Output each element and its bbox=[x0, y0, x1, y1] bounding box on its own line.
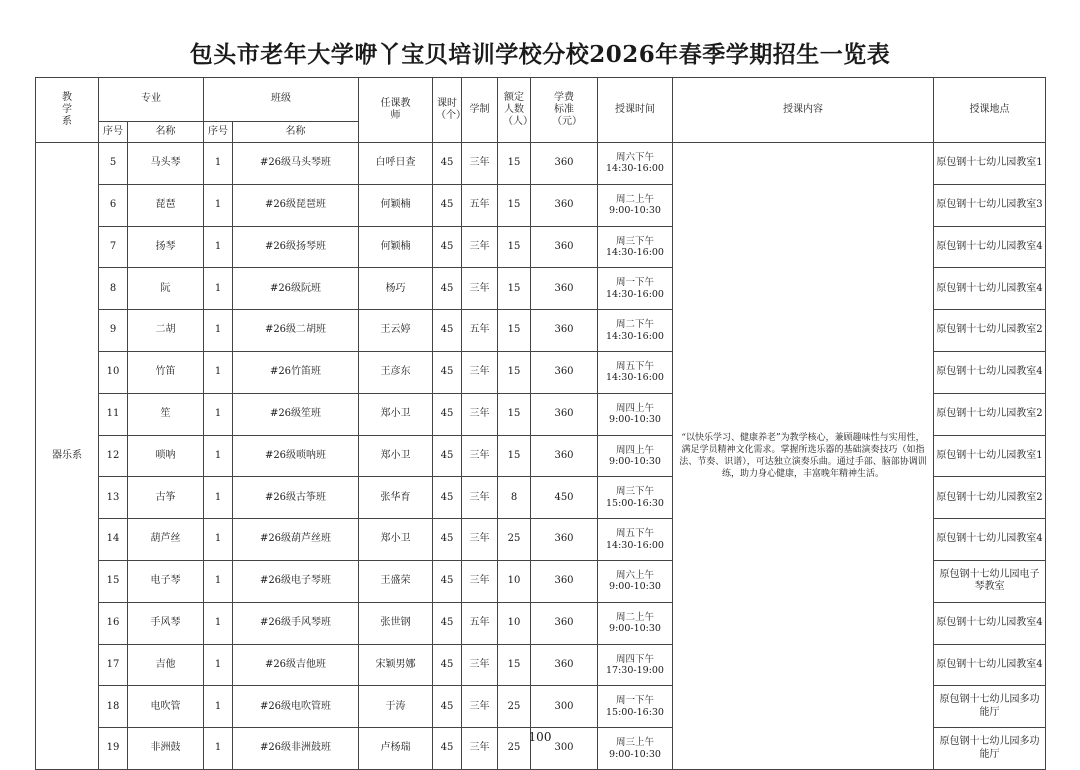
cell-quota: 15 bbox=[498, 268, 531, 310]
cell-quota: 25 bbox=[498, 728, 531, 770]
cell-hours: 45 bbox=[433, 728, 462, 770]
cell-term: 三年 bbox=[462, 393, 498, 435]
cell-hours: 45 bbox=[433, 184, 462, 226]
cell-location: 原包钢十七幼儿园多功能厅 bbox=[934, 728, 1046, 770]
cell-quota: 10 bbox=[498, 560, 531, 602]
cell-location: 原包钢十七幼儿园教室1 bbox=[934, 143, 1046, 185]
header-major-name: 名称 bbox=[128, 122, 204, 143]
cell-quota: 15 bbox=[498, 393, 531, 435]
cell-teacher: 白呼日查 bbox=[359, 143, 433, 185]
time-range: 14:30-16:00 bbox=[606, 163, 664, 175]
time-day: 周六上午 bbox=[615, 569, 654, 581]
cell-hours: 45 bbox=[433, 268, 462, 310]
cell-class-seq: 1 bbox=[204, 728, 233, 770]
cell-seq: 10 bbox=[99, 351, 128, 393]
header-content: 授课内容 bbox=[673, 78, 934, 143]
cell-hours: 45 bbox=[433, 435, 462, 477]
time-day: 周四下午 bbox=[615, 653, 654, 665]
time-range: 14:30-16:00 bbox=[606, 372, 664, 384]
cell-major: 唢呐 bbox=[128, 435, 204, 477]
time-day: 周六下午 bbox=[615, 152, 654, 163]
cell-class-name: #26级扬琴班 bbox=[233, 226, 359, 268]
cell-term: 五年 bbox=[462, 602, 498, 644]
time-day: 周三下午 bbox=[615, 235, 654, 247]
cell-major: 竹笛 bbox=[128, 351, 204, 393]
time-range: 15:00-16:30 bbox=[606, 706, 664, 718]
time-day: 周三下午 bbox=[615, 486, 654, 498]
header-quota: 额定人数（人） bbox=[498, 78, 531, 143]
cell-quota: 15 bbox=[498, 184, 531, 226]
cell-class-name: #26级二胡班 bbox=[233, 310, 359, 352]
cell-location: 原包钢十七幼儿园教室4 bbox=[934, 268, 1046, 310]
cell-class-seq: 1 bbox=[204, 393, 233, 435]
cell-quota: 8 bbox=[498, 477, 531, 519]
time-day: 周五下午 bbox=[615, 528, 654, 540]
cell-term: 三年 bbox=[462, 728, 498, 770]
cell-location: 原包钢十七幼儿园多功能厅 bbox=[934, 686, 1046, 728]
cell-fee: 360 bbox=[531, 393, 598, 435]
cell-quota: 15 bbox=[498, 310, 531, 352]
cell-teacher: 杨巧 bbox=[359, 268, 433, 310]
cell-hours: 45 bbox=[433, 226, 462, 268]
cell-seq: 9 bbox=[99, 310, 128, 352]
cell-class-seq: 1 bbox=[204, 143, 233, 185]
cell-class-seq: 1 bbox=[204, 519, 233, 561]
cell-term: 三年 bbox=[462, 644, 498, 686]
cell-hours: 45 bbox=[433, 143, 462, 185]
cell-fee: 360 bbox=[531, 226, 598, 268]
cell-hours: 45 bbox=[433, 602, 462, 644]
cell-fee: 360 bbox=[531, 519, 598, 561]
cell-teacher: 卢杨瑞 bbox=[359, 728, 433, 770]
cell-hours: 45 bbox=[433, 393, 462, 435]
cell-time bbox=[598, 393, 673, 435]
cell-location: 原包钢十七幼儿园教室3 bbox=[934, 184, 1046, 226]
content-cell: “以快乐学习、健康养老”为教学核心，兼顾趣味性与实用性，满足学员精神文化需求。掌握所选乐器的基础演奏技巧（如指法、节奏、识谱），可达独立演奏乐曲。通过手部、脑部协调训练，助力身心健康，丰富晚年精神生活。 bbox=[673, 143, 934, 770]
time-day: 周四上午 bbox=[615, 444, 654, 456]
cell-teacher: 张世钢 bbox=[359, 602, 433, 644]
cell-major: 琵琶 bbox=[128, 184, 204, 226]
cell-seq: 18 bbox=[99, 686, 128, 728]
cell-class-seq: 1 bbox=[204, 226, 233, 268]
cell-fee: 360 bbox=[531, 644, 598, 686]
time-day: 周二上午 bbox=[615, 611, 654, 623]
cell-time bbox=[598, 143, 673, 185]
cell-time bbox=[598, 560, 673, 602]
cell-teacher: 宋颖男娜 bbox=[359, 644, 433, 686]
cell-location: 原包钢十七幼儿园教室2 bbox=[934, 477, 1046, 519]
time-range: 17:30-19:00 bbox=[606, 664, 664, 676]
cell-teacher: 王盛荣 bbox=[359, 560, 433, 602]
cell-major: 非洲鼓 bbox=[128, 728, 204, 770]
cell-seq: 13 bbox=[99, 477, 128, 519]
cell-hours: 45 bbox=[433, 477, 462, 519]
page-number: 100 bbox=[528, 730, 552, 744]
cell-major: 电子琴 bbox=[128, 560, 204, 602]
cell-location: 原包钢十七幼儿园教室4 bbox=[934, 602, 1046, 644]
header-fee: 学费标准（元） bbox=[531, 78, 598, 143]
cell-quota: 15 bbox=[498, 435, 531, 477]
cell-fee: 360 bbox=[531, 560, 598, 602]
time-day: 周四上午 bbox=[615, 402, 654, 414]
time-range: 9:00-10:30 bbox=[609, 455, 661, 467]
time-range: 14:30-16:00 bbox=[606, 246, 664, 258]
cell-fee: 450 bbox=[531, 477, 598, 519]
cell-teacher: 郑小卫 bbox=[359, 435, 433, 477]
cell-class-name: #26级阮班 bbox=[233, 268, 359, 310]
cell-quota: 15 bbox=[498, 351, 531, 393]
cell-hours: 45 bbox=[433, 644, 462, 686]
cell-location: 原包钢十七幼儿园教室1 bbox=[934, 435, 1046, 477]
department-cell: 器乐系 bbox=[36, 143, 99, 770]
cell-fee: 360 bbox=[531, 268, 598, 310]
cell-teacher: 王彦东 bbox=[359, 351, 433, 393]
cell-time bbox=[598, 644, 673, 686]
cell-fee: 360 bbox=[531, 435, 598, 477]
cell-teacher: 郑小卫 bbox=[359, 519, 433, 561]
cell-seq: 15 bbox=[99, 560, 128, 602]
time-day: 周三上午 bbox=[615, 737, 654, 749]
time-range: 9:00-10:30 bbox=[609, 581, 661, 593]
cell-major: 电吹管 bbox=[128, 686, 204, 728]
cell-teacher: 于涛 bbox=[359, 686, 433, 728]
cell-location: 原包钢十七幼儿园教室4 bbox=[934, 644, 1046, 686]
cell-location: 原包钢十七幼儿园教室4 bbox=[934, 351, 1046, 393]
cell-location: 原包钢十七幼儿园教室2 bbox=[934, 393, 1046, 435]
cell-time bbox=[598, 477, 673, 519]
cell-major: 手风琴 bbox=[128, 602, 204, 644]
cell-fee: 360 bbox=[531, 184, 598, 226]
cell-major: 扬琴 bbox=[128, 226, 204, 268]
cell-seq: 14 bbox=[99, 519, 128, 561]
cell-hours: 45 bbox=[433, 351, 462, 393]
cell-quota: 10 bbox=[498, 602, 531, 644]
table-body bbox=[36, 143, 1046, 770]
cell-term: 三年 bbox=[462, 435, 498, 477]
header-row bbox=[36, 78, 1046, 122]
cell-location: 原包钢十七幼儿园教室4 bbox=[934, 519, 1046, 561]
cell-time bbox=[598, 435, 673, 477]
time-range: 14:30-16:00 bbox=[606, 539, 664, 551]
cell-teacher: 王云婷 bbox=[359, 310, 433, 352]
cell-seq: 12 bbox=[99, 435, 128, 477]
cell-location: 原包钢十七幼儿园教室2 bbox=[934, 310, 1046, 352]
cell-class-seq: 1 bbox=[204, 560, 233, 602]
enrollment-table bbox=[35, 77, 1046, 770]
cell-class-name: #26竹笛班 bbox=[233, 351, 359, 393]
cell-term: 三年 bbox=[462, 226, 498, 268]
cell-time bbox=[598, 226, 673, 268]
table-row bbox=[36, 143, 1046, 185]
cell-seq: 17 bbox=[99, 644, 128, 686]
cell-class-seq: 1 bbox=[204, 477, 233, 519]
cell-class-seq: 1 bbox=[204, 644, 233, 686]
cell-seq: 6 bbox=[99, 184, 128, 226]
cell-fee: 360 bbox=[531, 602, 598, 644]
cell-seq: 16 bbox=[99, 602, 128, 644]
cell-fee: 300 bbox=[531, 686, 598, 728]
cell-hours: 45 bbox=[433, 310, 462, 352]
cell-location: 原包钢十七幼儿园教室4 bbox=[934, 226, 1046, 268]
header-class-seq: 序号 bbox=[204, 122, 233, 143]
header-term: 学制 bbox=[462, 78, 498, 143]
time-range: 9:00-10:30 bbox=[609, 748, 661, 760]
header-teacher: 任课教师 bbox=[359, 78, 433, 143]
cell-quota: 15 bbox=[498, 644, 531, 686]
time-day: 周一下午 bbox=[615, 695, 654, 707]
cell-time bbox=[598, 686, 673, 728]
cell-seq: 8 bbox=[99, 268, 128, 310]
cell-teacher: 张华育 bbox=[359, 477, 433, 519]
cell-major: 古筝 bbox=[128, 477, 204, 519]
cell-class-name: #26级唢呐班 bbox=[233, 435, 359, 477]
cell-fee: 360 bbox=[531, 143, 598, 185]
cell-class-name: #26级马头琴班 bbox=[233, 143, 359, 185]
time-range: 9:00-10:30 bbox=[609, 414, 661, 426]
cell-major: 马头琴 bbox=[128, 143, 204, 185]
time-day: 周二上午 bbox=[615, 193, 654, 205]
time-day: 周一下午 bbox=[615, 277, 654, 289]
cell-seq: 5 bbox=[99, 143, 128, 185]
cell-class-seq: 1 bbox=[204, 310, 233, 352]
cell-class-seq: 1 bbox=[204, 184, 233, 226]
cell-fee: 360 bbox=[531, 310, 598, 352]
cell-class-name: #26级手风琴班 bbox=[233, 602, 359, 644]
cell-class-name: #26级笙班 bbox=[233, 393, 359, 435]
cell-class-seq: 1 bbox=[204, 602, 233, 644]
time-range: 15:00-16:30 bbox=[606, 497, 664, 509]
cell-teacher: 何颖楠 bbox=[359, 184, 433, 226]
cell-major: 阮 bbox=[128, 268, 204, 310]
cell-class-seq: 1 bbox=[204, 351, 233, 393]
header-location: 授课地点 bbox=[934, 78, 1046, 143]
cell-quota: 15 bbox=[498, 143, 531, 185]
cell-term: 三年 bbox=[462, 477, 498, 519]
cell-class-name: #26级电子琴班 bbox=[233, 560, 359, 602]
page-title: 包头市老年大学咿丫宝贝培训学校分校2026年春季学期招生一览表 bbox=[189, 41, 891, 68]
header-class: 班级 bbox=[204, 78, 359, 122]
cell-seq: 19 bbox=[99, 728, 128, 770]
cell-quota: 25 bbox=[498, 519, 531, 561]
header-dept: 教学系 bbox=[36, 78, 99, 143]
cell-quota: 25 bbox=[498, 686, 531, 728]
cell-time bbox=[598, 310, 673, 352]
cell-class-name: #26级葫芦丝班 bbox=[233, 519, 359, 561]
cell-time bbox=[598, 268, 673, 310]
time-day: 周二下午 bbox=[615, 319, 654, 331]
cell-major: 二胡 bbox=[128, 310, 204, 352]
cell-term: 三年 bbox=[462, 351, 498, 393]
cell-hours: 45 bbox=[433, 686, 462, 728]
cell-fee: 300 bbox=[531, 728, 598, 770]
header-time: 授课时间 bbox=[598, 78, 673, 143]
cell-major: 葫芦丝 bbox=[128, 519, 204, 561]
cell-term: 五年 bbox=[462, 310, 498, 352]
cell-term: 五年 bbox=[462, 184, 498, 226]
cell-hours: 45 bbox=[433, 560, 462, 602]
cell-hours: 45 bbox=[433, 519, 462, 561]
header-major-seq: 序号 bbox=[99, 122, 128, 143]
cell-teacher: 何颖楠 bbox=[359, 226, 433, 268]
time-range: 9:00-10:30 bbox=[609, 623, 661, 635]
cell-term: 三年 bbox=[462, 519, 498, 561]
cell-class-seq: 1 bbox=[204, 435, 233, 477]
cell-time bbox=[598, 602, 673, 644]
cell-class-name: #26级非洲鼓班 bbox=[233, 728, 359, 770]
cell-seq: 11 bbox=[99, 393, 128, 435]
cell-term: 三年 bbox=[462, 268, 498, 310]
cell-term: 三年 bbox=[462, 686, 498, 728]
cell-class-name: #26级吉他班 bbox=[233, 644, 359, 686]
header-major: 专业 bbox=[99, 78, 204, 122]
time-range: 14:30-16:00 bbox=[606, 330, 664, 342]
time-range: 14:30-16:00 bbox=[606, 288, 664, 300]
cell-term: 三年 bbox=[462, 143, 498, 185]
cell-quota: 15 bbox=[498, 226, 531, 268]
header-class-name: 名称 bbox=[233, 122, 359, 143]
cell-class-name: #26级古筝班 bbox=[233, 477, 359, 519]
cell-time bbox=[598, 184, 673, 226]
cell-class-seq: 1 bbox=[204, 686, 233, 728]
cell-time bbox=[598, 351, 673, 393]
cell-major: 吉他 bbox=[128, 644, 204, 686]
cell-term: 三年 bbox=[462, 560, 498, 602]
cell-location: 原包钢十七幼儿园电子琴教室 bbox=[934, 560, 1046, 602]
cell-fee: 360 bbox=[531, 351, 598, 393]
cell-teacher: 郑小卫 bbox=[359, 393, 433, 435]
cell-major: 笙 bbox=[128, 393, 204, 435]
time-range: 9:00-10:30 bbox=[609, 205, 661, 217]
cell-class-name: #26级电吹管班 bbox=[233, 686, 359, 728]
cell-seq: 7 bbox=[99, 226, 128, 268]
cell-class-name: #26级琵琶班 bbox=[233, 184, 359, 226]
cell-class-seq: 1 bbox=[204, 268, 233, 310]
header-hours: 课时（个） bbox=[433, 78, 462, 143]
time-day: 周五下午 bbox=[615, 360, 654, 372]
cell-time bbox=[598, 519, 673, 561]
